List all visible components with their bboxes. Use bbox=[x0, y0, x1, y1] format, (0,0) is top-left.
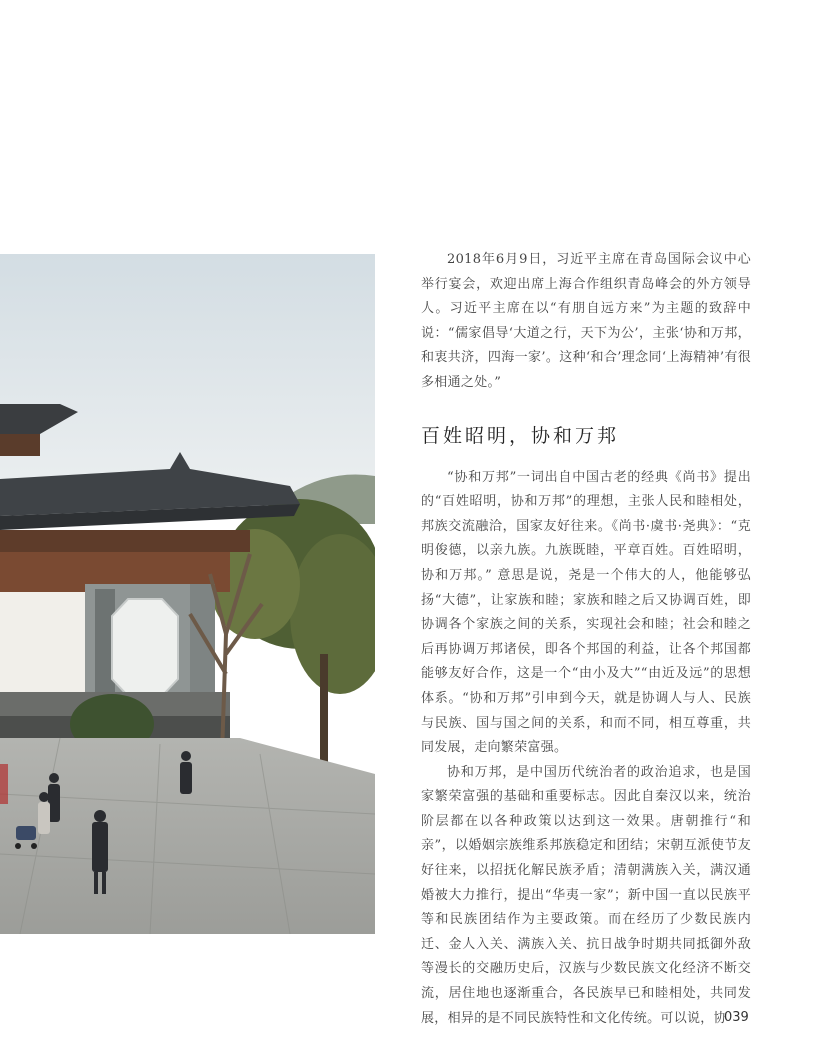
section-heading: 百姓昭明，协和万邦 bbox=[421, 424, 620, 447]
body-paragraph-1: “协和万邦”一词出自中国古老的经典《尚书》提出的“百姓昭明，协和万邦”的理想，主张人民和睦相处，邦族交流融洽，国家友好往来。《尚书·虞书·尧典》：“克明俊德，以亲九族。九族既睦，平章百姓。百姓昭明，协和万邦。” 意思是说，尧是一个伟大的人，他能够弘扬“大德”，让家族和睦；家族和睦之后又协调百姓，即协调各个家族之间的关系，实现社会和睦；社会和睦之后再协调万邦诸侯，即各个邦国的利益，让各个邦国都能够友好合作，这是一个“由小及大”“由近及远”的思想体系。“协和万邦”引申到今天，就是协调人与人、民族与民族、国与国之间的关系，和而不同，相互尊重，共同发展，走向繁荣富强。 bbox=[421, 469, 751, 756]
courtyard-photo-illustration bbox=[0, 254, 375, 934]
courtyard-photo bbox=[0, 254, 375, 934]
page-number: 039 bbox=[724, 1010, 749, 1025]
intro-paragraph: 2018年6月9日，习近平主席在青岛国际会议中心举行宴会，欢迎出席上海合作组织青岛峰会的外方领导人。习近平主席在以“有朋自远方来”为主题的致辞中说：“儒家倡导‘大道之行，天下为公’，主张‘协和万邦，和衷共济，四海一家’。这种‘和合’理念同‘上海精神’有很多相通之处。” bbox=[421, 252, 751, 390]
body-paragraph-2: 协和万邦，是中国历代统治者的政治追求，也是国家繁荣富强的基础和重要标志。因此自秦汉以来，统治阶层都在以各种政策以达到这一效果。唐朝推行“和亲”，以婚姻宗族维系邦族稳定和团结；宋朝互派使节友好往来，以招抚化解民族矛盾；清朝满族入关，满汉通婚被大力推行，提出“华夷一家”；新中国一直以民族平等和民族团结作为主要政策。而在经历了少数民族内迁、金人入关、满族入关、抗日战争时期共同抵御外敌等漫长的交融历史后，汉族与少数民族文化经济不断交流，居住地也逐渐重合，各民族早已和睦相处，共同发展，相异的是不同民族特性和文化传统。可以说，协 bbox=[421, 764, 751, 1026]
article-column bbox=[421, 248, 751, 1031]
